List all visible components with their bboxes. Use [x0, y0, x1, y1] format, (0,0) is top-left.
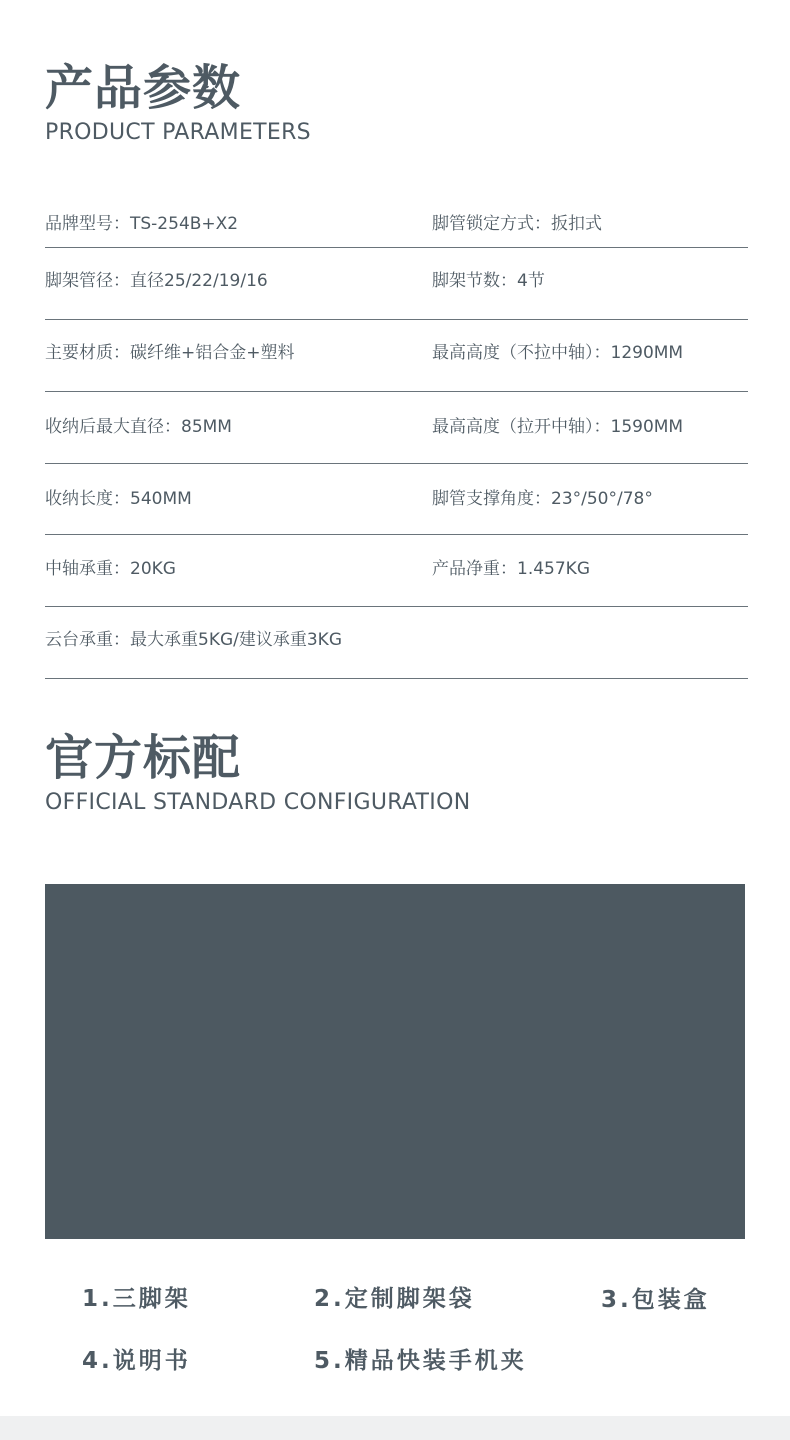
row-divider [45, 463, 748, 464]
spec-folded-diameter: 收纳后最大直径：85MM [45, 417, 232, 437]
params-subtitle: PRODUCT PARAMETERS [45, 120, 311, 145]
spec-leg-angles: 脚管支撑角度：23°/50°/78° [432, 489, 653, 509]
spec-row [45, 345, 748, 392]
row-divider [45, 391, 748, 392]
spec-folded-length: 收纳长度：540MM [45, 489, 192, 509]
spec-row [45, 419, 748, 464]
spec-sections: 脚架节数：4节 [432, 271, 545, 291]
row-divider [45, 319, 748, 320]
spec-leg-lock: 脚管锁定方式：扳扣式 [432, 214, 602, 234]
spec-head-load: 云台承重：最大承重5KG/建议承重3KG [45, 630, 343, 650]
config-item-bag: 2.定制脚架袋 [314, 1286, 475, 1312]
config-item-manual: 4.说明书 [82, 1348, 191, 1374]
spec-row [45, 273, 748, 320]
spec-row [45, 561, 748, 607]
spec-tube-diameter: 脚架管径：直径25/22/19/16 [45, 271, 268, 291]
footer-band [0, 1416, 790, 1440]
row-divider [45, 247, 748, 248]
row-divider [45, 678, 748, 679]
spec-row [45, 632, 748, 679]
config-item-box: 3.包装盒 [601, 1287, 710, 1313]
product-photo [45, 884, 745, 1239]
spec-max-height: 最高高度（不拉中轴）：1290MM [432, 343, 684, 363]
spec-material: 主要材质：碳纤维+铝合金+塑料 [45, 343, 295, 363]
spec-center-column-load: 中轴承重：20KG [45, 559, 176, 579]
config-item-tripod: 1.三脚架 [82, 1286, 191, 1312]
spec-net-weight: 产品净重：1.457KG [432, 559, 590, 579]
row-divider [45, 606, 748, 607]
config-subtitle: OFFICIAL STANDARD CONFIGURATION [45, 790, 471, 815]
spec-row [45, 216, 748, 248]
spec-row [45, 491, 748, 535]
spec-brand-model: 品牌型号：TS-254B+X2 [45, 214, 239, 234]
config-item-phone-clip: 5.精品快装手机夹 [314, 1348, 527, 1374]
config-title: 官方标配 [45, 730, 242, 786]
row-divider [45, 534, 748, 535]
spec-max-height-extended: 最高高度（拉开中轴）：1590MM [432, 417, 684, 437]
params-title: 产品参数 [45, 60, 242, 116]
